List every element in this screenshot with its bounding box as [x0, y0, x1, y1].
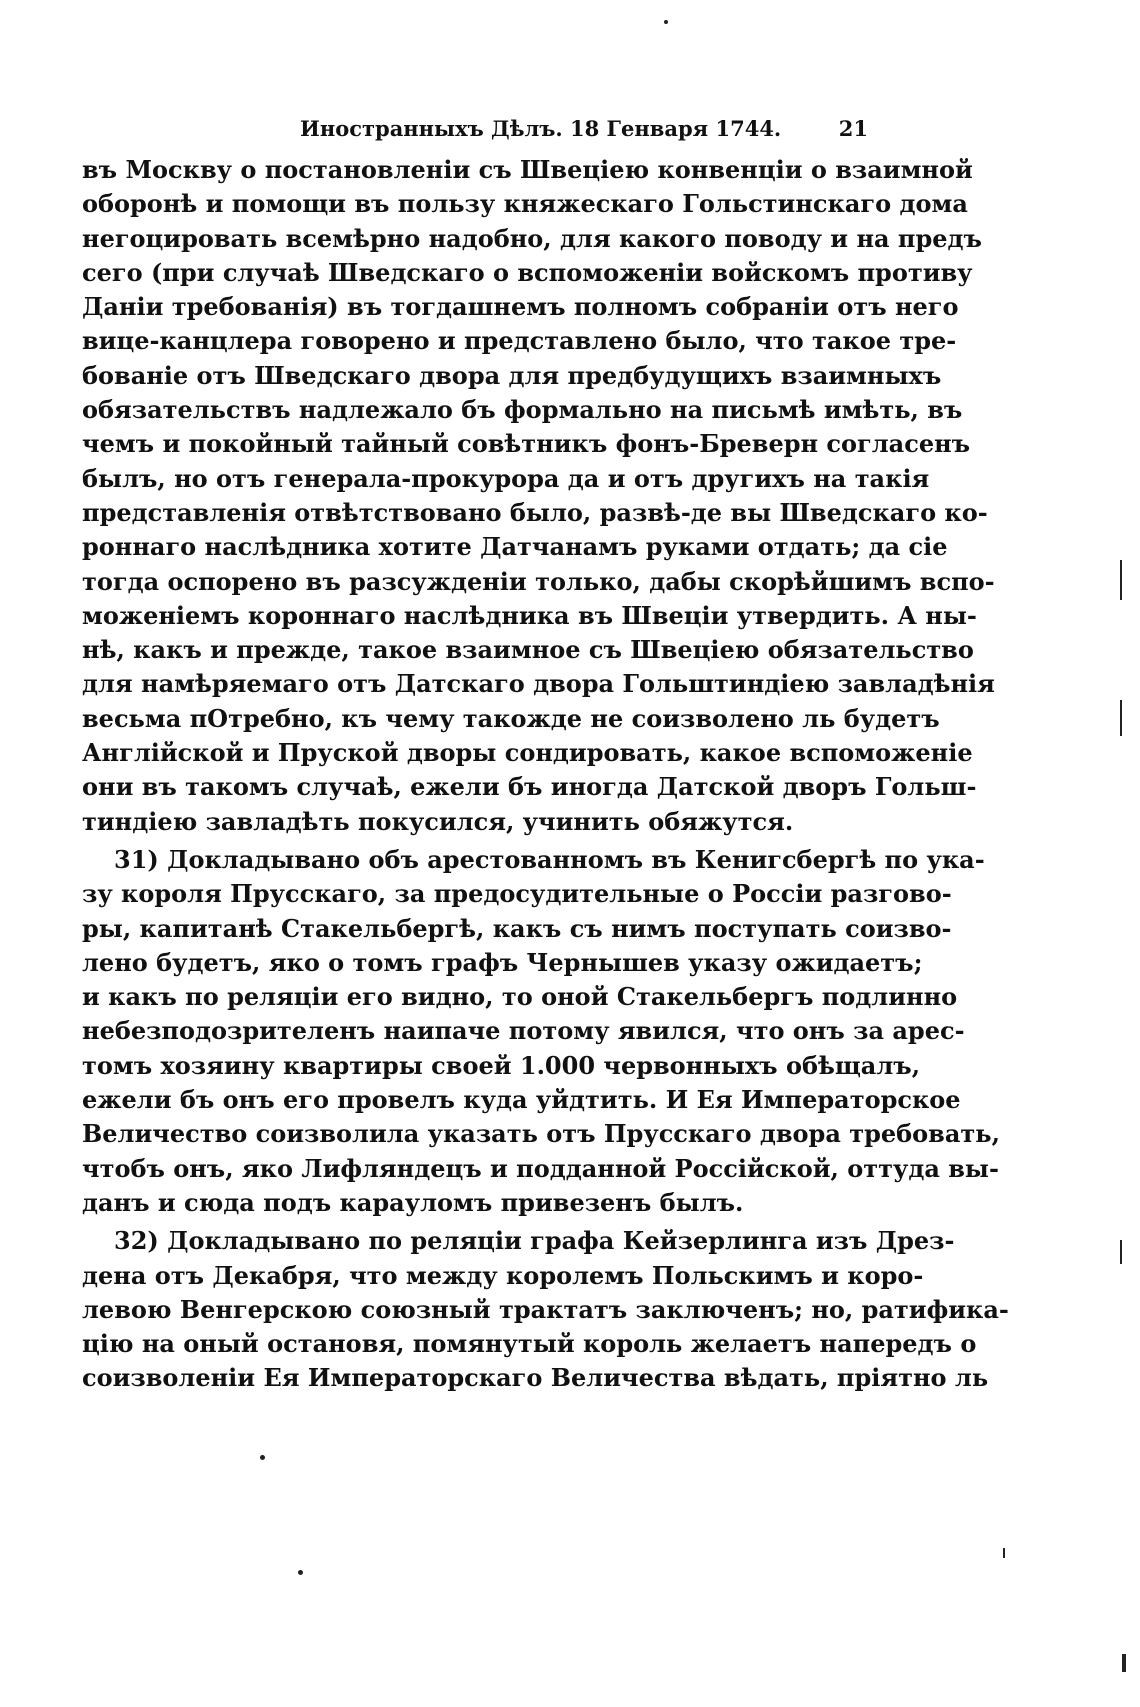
text-line: сего (при случаѣ Шведскаго о вспоможеніи войскомъ противу — [82, 257, 973, 287]
text-line: для намѣряемаго отъ Датскаго двора Гольштиндіею завладѣнія — [82, 669, 995, 699]
scan-speck — [1120, 1240, 1122, 1264]
text-line: лено будетъ, яко о томъ графъ Чернышев указу ожидаетъ; — [82, 947, 923, 977]
text-line: былъ, но отъ генерала-прокурора да и отъ другихъ на такія — [82, 463, 930, 493]
text-line: роннаго наслѣдника хотите Датчанамъ руками отдать; да сіе — [82, 532, 948, 562]
text-line: негоцировать всемѣрно надобно, для какого поводу и на предъ — [82, 223, 982, 253]
text-line: оборонѣ и помощи въ пользу княжескаго Гольстинскаго дома — [82, 189, 968, 219]
text-line: тогда оспорено въ разсужденіи только, дабы скорѣйшимъ вспо- — [82, 566, 995, 596]
scan-speck — [1122, 1654, 1126, 1672]
text-line: Величество соизволила указать отъ Прусскаго двора требовать, — [82, 1119, 1000, 1149]
scan-speck — [1003, 1548, 1005, 1558]
page-number: 21 — [838, 116, 868, 141]
text-line: чемъ и покойный тайный совѣтникъ фонъ-Бреверн согласенъ — [82, 429, 971, 459]
text-line: тиндіею завладѣть покусился, учинить обяжутся. — [82, 806, 794, 836]
text-line: дена отъ Декабря, что между королемъ Польскимъ и коро- — [82, 1260, 924, 1290]
scan-speck — [664, 20, 668, 24]
text-line: вице-канцлера говорено и представлено было, что такое тре- — [82, 326, 957, 356]
text-line: 31) Докладывано объ арестованномъ въ Кенигсбергѣ по ука- — [114, 844, 985, 874]
text-line: въ Москву о постановленіи съ Швеціею конвенціи о взаимной — [82, 155, 973, 184]
paragraph — [82, 153, 995, 839]
scan-speck — [1120, 700, 1122, 736]
running-head — [300, 112, 868, 146]
text-line: бованіе отъ Шведскаго двора для предбудущихъ взаимныхъ — [82, 360, 942, 390]
scan-speck — [298, 1570, 303, 1575]
text-line: моженіемъ короннаго наслѣдника въ Швеціи утвердить. А ны- — [82, 600, 977, 630]
text-line: цію на оный остановя, помянутый король желаетъ напередъ о — [82, 1329, 977, 1359]
text-line: левою Венгерскою союзный трактатъ заключенъ; но, ратифика- — [82, 1294, 1009, 1324]
text-line: ежели бъ онъ его провелъ куда уйдтить. И Ея Императорское — [82, 1085, 961, 1115]
text-line: они въ такомъ случаѣ, ежели бъ иногда Датской дворъ Гольш- — [82, 772, 977, 802]
text-line: соизволеніи Ея Императорскаго Величества вѣдать, пріятно ль — [82, 1363, 989, 1393]
scan-speck — [1120, 560, 1122, 600]
text-line: представленія отвѣтствовано было, развѣ-де вы Шведскаго ко- — [82, 497, 988, 527]
text-line: томъ хозяину квартиры своей 1.000 червонныхъ обѣщалъ, — [82, 1050, 921, 1080]
running-head-title: Иностранныхъ Дѣлъ. 18 Генваря 1744. — [300, 116, 782, 141]
paragraph — [82, 843, 1000, 1220]
text-line: нѣ, какъ и прежде, такое взаимное съ Швеціею обязательство — [82, 635, 974, 665]
text-line: 32) Докладывано по реляціи графа Кейзерлинга изъ Дрез- — [114, 1226, 955, 1256]
text-line: Даніи требованія) въ тогдашнемъ полномъ собраніи отъ него — [82, 292, 959, 322]
text-line: зу короля Прусскаго, за предосудительные о Россіи разгово- — [82, 879, 952, 909]
text-line: ры, капитанѣ Стакельбергѣ, какъ съ нимъ поступать соизво- — [82, 913, 952, 943]
text-line: и какъ по реляціи его видно, то оной Стакельбергъ подлинно — [82, 982, 958, 1012]
text-line: Англійской и Пруской дворы сондировать, какое вспоможеніе — [82, 738, 973, 768]
body-text — [82, 153, 1009, 1396]
scan-speck — [260, 1455, 265, 1460]
text-line: данъ и сюда подъ карауломъ привезенъ былъ. — [82, 1187, 744, 1217]
paragraph — [82, 1224, 1009, 1395]
text-line: весьма пОтребно, къ чему такожде не соизволено ль будетъ — [82, 703, 940, 733]
text-line: обязательствъ надлежало бъ формально на письмѣ имѣть, въ — [82, 395, 963, 425]
text-line: небезподозрителенъ наипаче потому явился, что онъ за арес- — [82, 1016, 965, 1046]
text-line: чтобъ онъ, яко Лифляндецъ и подданной Россійской, оттуда вы- — [82, 1153, 999, 1183]
